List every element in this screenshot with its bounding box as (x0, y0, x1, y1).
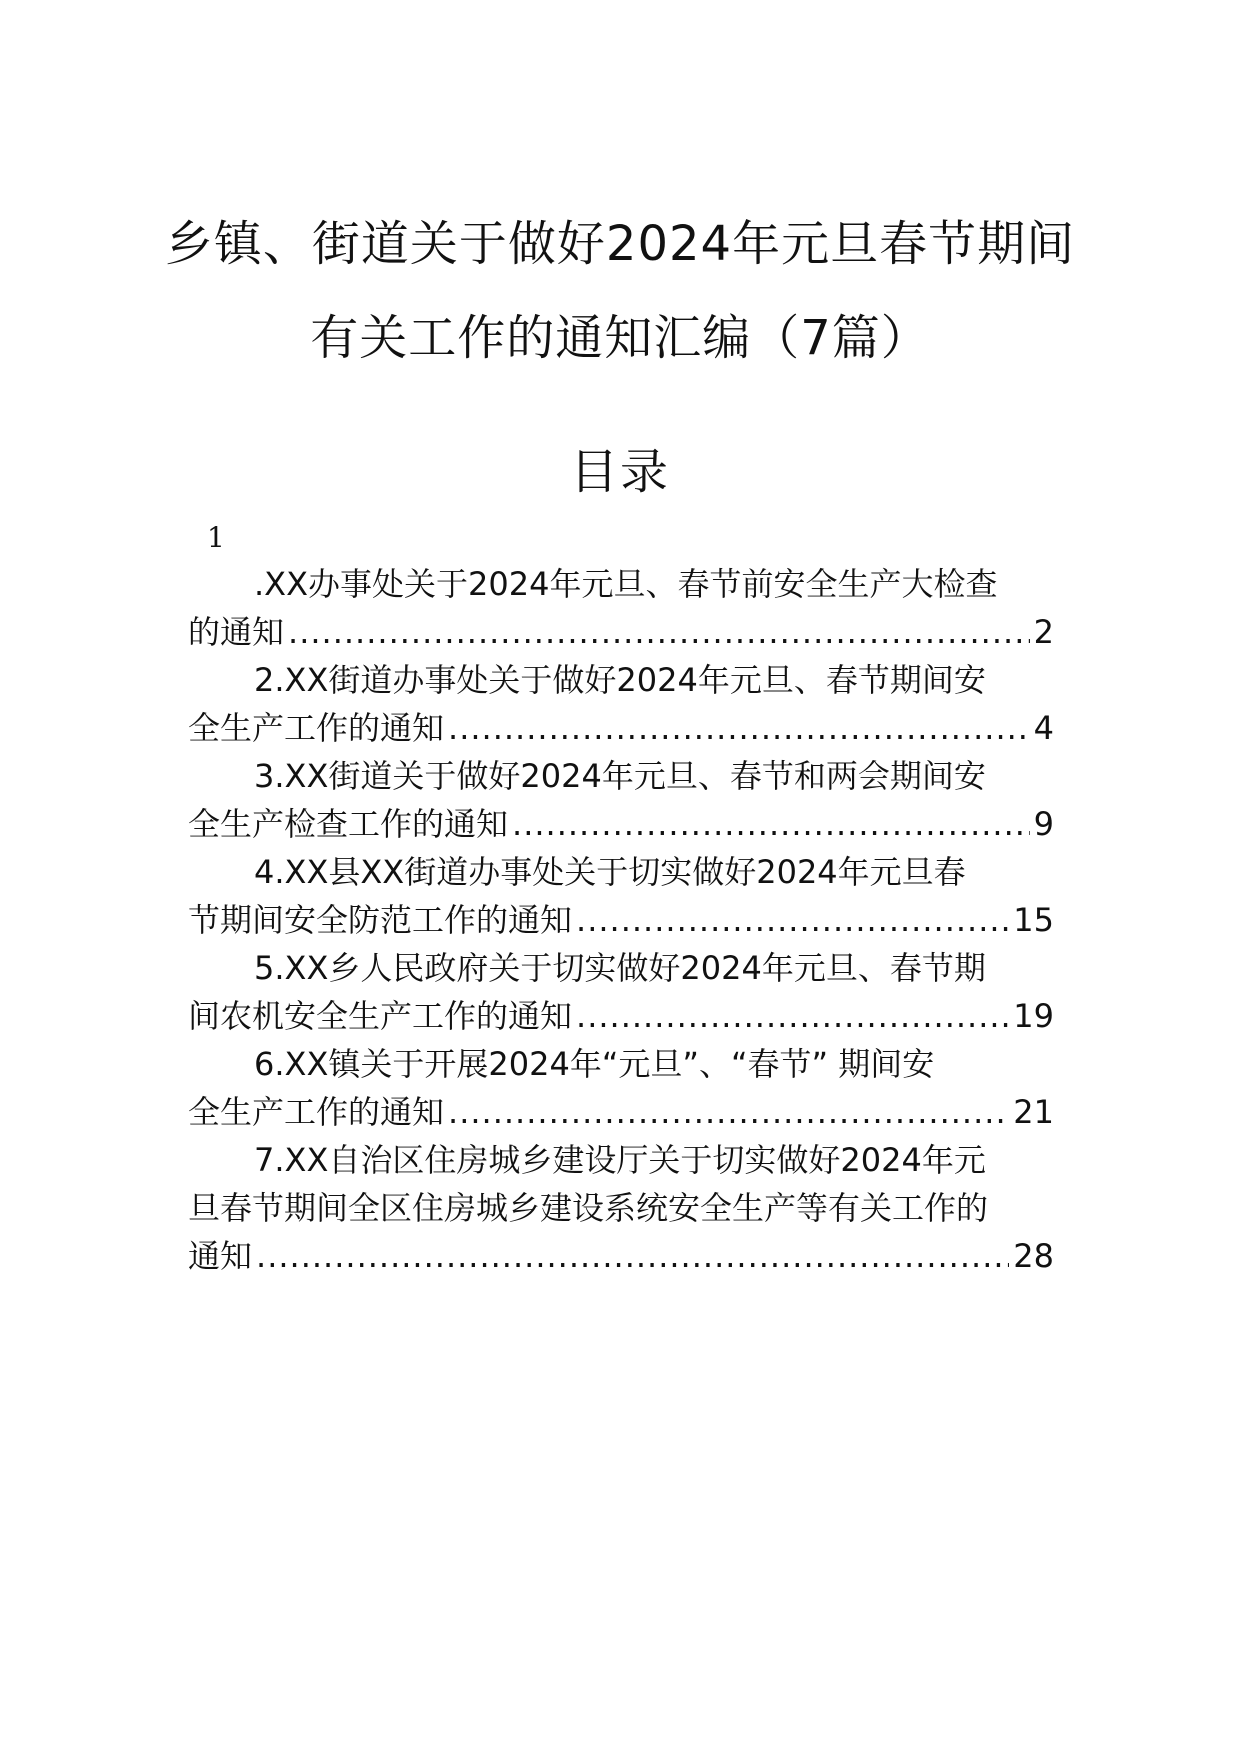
toc-entry-title-continued: 旦春节期间全区住房城乡建设系统安全生产等有关工作的 (188, 1189, 989, 1227)
document-title-line-2: 有关工作的通知汇编（7篇） (310, 310, 930, 366)
toc-entry-title-end: 节期间安全防范工作的通知 (188, 901, 573, 939)
toc-page-number: 19 (1013, 997, 1054, 1035)
toc-entry[interactable] (188, 848, 1054, 944)
toc-leader-dots (448, 1088, 1009, 1136)
toc-page-number: 2 (1033, 613, 1054, 651)
table-of-contents (188, 560, 1054, 1280)
toc-leader-dots (448, 704, 1030, 752)
toc-entry-title: 3.XX街道关于做好2024年元旦、春节和两会期间安 (254, 757, 986, 795)
toc-heading: 目录 (569, 444, 670, 500)
toc-entry-title: 4.XX县XX街道办事处关于切实做好2024年元旦春 (254, 853, 966, 891)
toc-page-number: 15 (1013, 901, 1054, 939)
toc-entry-title: 6.XX镇关于开展2024年“元旦”、“春节” 期间安 (254, 1045, 935, 1083)
toc-entry[interactable] (188, 944, 1054, 1040)
toc-leader-dots (288, 608, 1030, 656)
toc-entry-title: .XX办事处关于2024年元旦、春节前安全生产大检查 (254, 565, 998, 603)
toc-leader-dots (512, 800, 1030, 848)
toc-entry[interactable] (188, 656, 1054, 752)
toc-page-number: 28 (1013, 1237, 1054, 1275)
toc-leader-dots (576, 896, 1009, 944)
footnote-mark: 1 (207, 521, 225, 554)
toc-page-number: 21 (1013, 1093, 1054, 1131)
toc-entry[interactable] (188, 1136, 1054, 1280)
toc-entry-title-end: 的通知 (188, 613, 285, 651)
toc-page-number: 9 (1033, 805, 1054, 843)
toc-leader-dots (256, 1232, 1009, 1280)
document-title-line-1: 乡镇、街道关于做好2024年元旦春节期间 (164, 216, 1076, 272)
toc-entry[interactable] (188, 560, 1054, 656)
toc-entry-title: 2.XX街道办事处关于做好2024年元旦、春节期间安 (254, 661, 986, 699)
toc-page-number: 4 (1033, 709, 1054, 747)
toc-entry-title-end: 全生产检查工作的通知 (188, 805, 509, 843)
toc-entry-title-end: 通知 (188, 1237, 253, 1275)
toc-entry[interactable] (188, 1040, 1054, 1136)
toc-entry[interactable] (188, 752, 1054, 848)
toc-entry-title-end: 全生产工作的通知 (188, 1093, 445, 1131)
toc-entry-title-end: 全生产工作的通知 (188, 709, 445, 747)
toc-entry-title: 7.XX自治区住房城乡建设厅关于切实做好2024年元 (254, 1141, 986, 1179)
toc-entry-title-end: 间农机安全生产工作的通知 (188, 997, 573, 1035)
toc-entry-title: 5.XX乡人民政府关于切实做好2024年元旦、春节期 (254, 949, 986, 987)
toc-leader-dots (576, 992, 1009, 1040)
